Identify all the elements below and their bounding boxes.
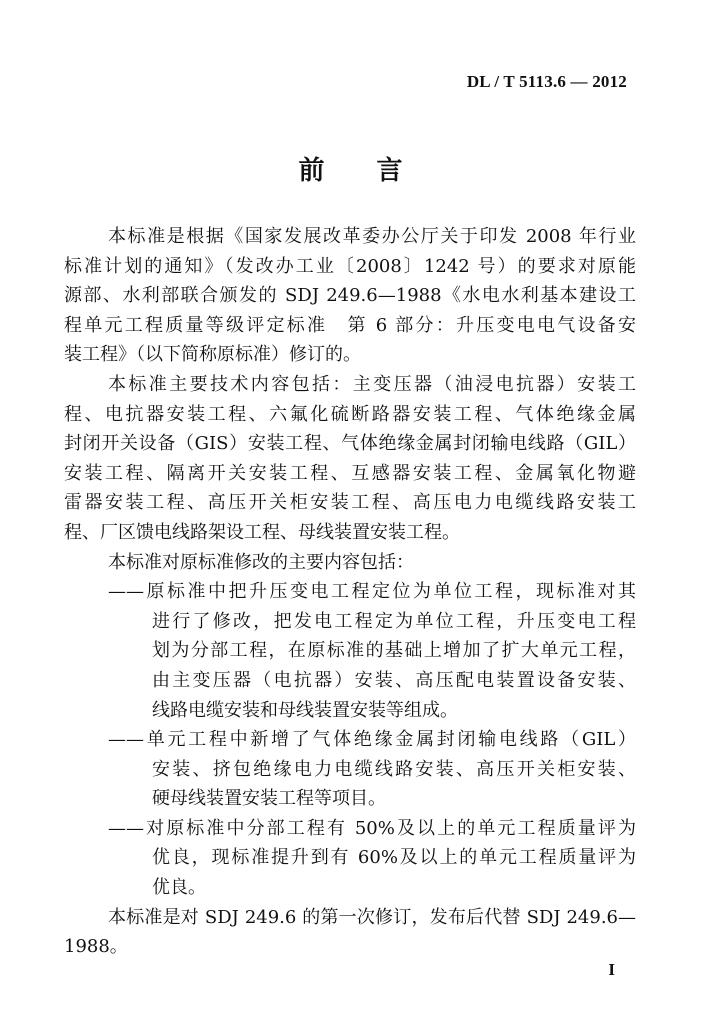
paragraph-line: 程、厂区馈电线路架设工程、母线装置安装工程。 — [64, 521, 460, 543]
list-item-line: 进行了修改，把发电工程定为单位工程，升压变电工程 — [152, 610, 636, 632]
paragraph-line: 本标准是对 SDJ 249.6 的第一次修订，发布后代替 SDJ 249.6— — [108, 906, 636, 928]
list-item-line: 线路电缆安装和母线装置安装等组成。 — [152, 699, 458, 721]
list-item-line: 硬母线装置安装工程等项目。 — [152, 788, 386, 810]
list-item-line: ——单元工程中新增了气体绝缘金属封闭输电线路（GIL） — [108, 729, 636, 751]
list-item-line: ——原标准中把升压变电工程定位为单位工程，现标准对其 — [108, 581, 636, 603]
paragraph-line: 雷器安装工程、高压开关柜安装工程、高压电力电缆线路安装工 — [64, 492, 636, 514]
paragraph-line: 安装工程、隔离开关安装工程、互感器安装工程、金属氧化物避 — [64, 462, 636, 484]
paragraph-line: 标准计划的通知》（发改办工业〔2008〕1242 号）的要求对原能 — [64, 255, 636, 277]
paragraph-line: 装工程》（以下简称原标准）修订的。 — [64, 344, 361, 366]
page-number: I — [608, 960, 615, 979]
list-item-line: 优良，现标准提升到有 60%及以上的单元工程质量评为 — [152, 847, 636, 869]
paragraph-line: 程、电抗器安装工程、六氟化硫断路器安装工程、气体绝缘金属 — [64, 403, 636, 425]
list-item-line: 由主变压器（电抗器）安装、高压配电装置设备安装、 — [152, 669, 636, 691]
list-item-line: ——对原标准中分部工程有 50%及以上的单元工程质量评为 — [108, 817, 636, 839]
paragraph-line: 封闭开关设备（GIS）安装工程、气体绝缘金属封闭输电线路（GIL） — [64, 433, 636, 455]
list-item-line: 划为分部工程，在原标准的基础上增加了扩大单元工程， — [152, 640, 636, 662]
paragraph-line: 本标准是根据《国家发展改革委办公厅关于印发 2008 年行业 — [108, 226, 636, 247]
paragraph-line: 本标准对原标准修改的主要内容包括： — [108, 551, 414, 573]
list-item-line: 安装、挤包绝缘电力电缆线路安装、高压开关柜安装、 — [152, 758, 636, 780]
paragraph-line: 源部、水利部联合颁发的 SDJ 249.6—1988《水电水利基本建设工 — [64, 285, 636, 307]
paragraph-line: 程单元工程质量等级评定标准 第 6 部分：升压变电电气设备安 — [64, 314, 636, 336]
foreword-body — [64, 222, 636, 962]
standard-code: DL / T 5113.6 — 2012 — [466, 72, 627, 91]
paragraph-line: 本标准主要技术内容包括：主变压器（油浸电抗器）安装工 — [108, 373, 636, 395]
list-item-line: 优良。 — [152, 877, 206, 899]
paragraph-line: 1988。 — [64, 936, 128, 958]
page-title: 前言 — [298, 156, 455, 186]
